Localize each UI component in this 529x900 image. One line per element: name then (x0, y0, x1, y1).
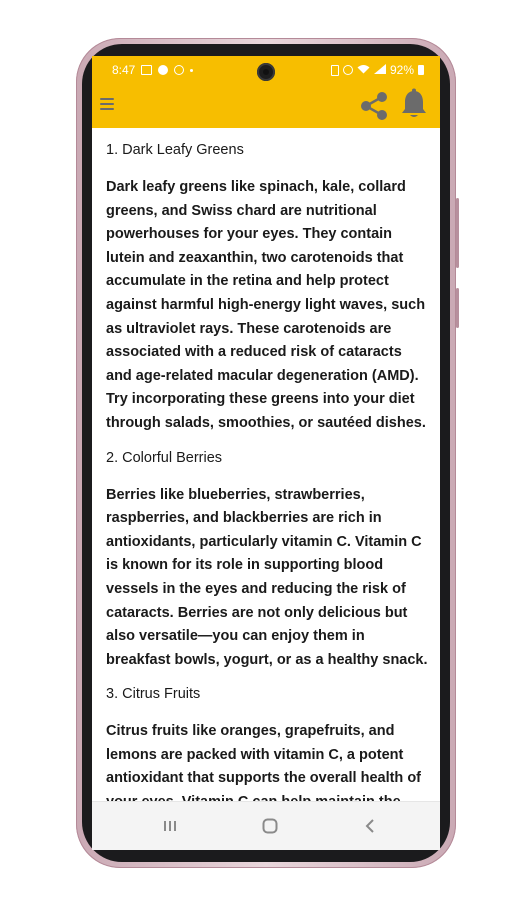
system-navigation-bar (92, 801, 440, 850)
phone-frame (76, 38, 456, 868)
power-button (456, 288, 459, 328)
phone-bezel (82, 44, 450, 862)
section-heading: 1. Dark Leafy Greens (106, 142, 244, 158)
home-icon[interactable] (260, 816, 280, 836)
article-section (106, 684, 430, 814)
status-bar (92, 56, 440, 82)
alarm-icon (343, 65, 353, 75)
section-paragraph: Citrus fruits like oranges, grapefruits, and lemons are packed with vitamin C, a potent antioxidant that supports the overall health of (106, 723, 421, 787)
volume-button (456, 198, 459, 268)
facebook-notification-icon (158, 65, 168, 75)
section-paragraph: Berries like blueberries, strawberries, raspberries, and blackberries are rich in antioxidants, particularly vitamin C. Vitamin C is known for its role in supporting blood vessels in the eyes and reducing the risk of cataracts. Berries are not only delicious but also versatile—you can enjoy them in breakfast bowls, yogurt, or as a healthy snack. (106, 486, 428, 668)
section-heading: 2. Colorful Berries (106, 449, 223, 466)
article-content[interactable] (106, 128, 430, 798)
record-notification-icon (174, 65, 184, 75)
status-right (331, 63, 424, 77)
status-left (112, 63, 193, 77)
battery-saver-icon (331, 65, 339, 76)
article-section (106, 448, 430, 673)
image-notification-icon (141, 65, 152, 75)
wifi-icon (357, 63, 370, 77)
back-icon[interactable] (360, 816, 380, 836)
app-bar (92, 82, 440, 128)
recent-apps-icon[interactable] (160, 816, 180, 836)
article-section (106, 140, 430, 436)
section-paragraph: Dark leafy greens like spinach, kale, collard greens, and Swiss chard are nutritional powerhouses for your eyes. They contain lutein and zeaxanthin, two carotenoids that accumulate in the retina and help protect against harmful high-energy light waves, such as ultraviolet rays. These carotenoids are associated with a reduced risk of cataracts and age-related macular degeneration (AMD). Try incorporating these greens into your diet through salads, smoothies, or sautéed dishes. (106, 179, 426, 431)
app-header (92, 56, 440, 128)
more-notifications-icon (190, 69, 193, 72)
phone-screen (92, 56, 440, 850)
hamburger-menu-icon[interactable] (100, 98, 114, 110)
notification-bell-icon[interactable] (400, 88, 428, 120)
signal-icon (374, 63, 386, 77)
share-icon[interactable] (358, 90, 390, 122)
battery-percent: 92% (389, 63, 414, 77)
front-camera (257, 63, 275, 81)
section-heading: 3. Citrus Fruits (106, 686, 201, 703)
battery-icon (418, 65, 424, 75)
status-time: 8:47 (112, 63, 136, 77)
